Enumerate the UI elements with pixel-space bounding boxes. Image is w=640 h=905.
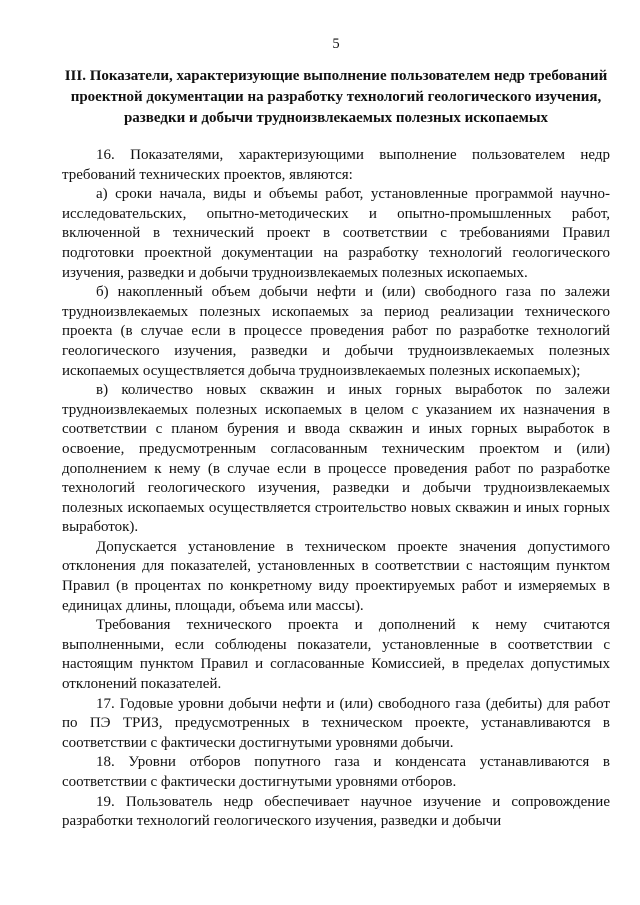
paragraph-requirements: Требования технического проекта и дополнений к нему считаются выполненными, если соблюдены показатели, установленные в соответствии с настоящим пунктом Правил и согласованные Комиссией, в пределах допустимых отклонений показателей.: [62, 617, 610, 693]
body-text: [62, 146, 610, 832]
document-page: [62, 0, 610, 905]
paragraph-16-a: а) сроки начала, виды и объемы работ, установленные программой научно-исследовательских, опытно-методических и опытно-промышленных работ, включенной в технический проект в соответствии с требованиями Правил подготовки проектной документации на разработку технологий геологического изучения, разведки и добычи трудноизвлекаемых полезных ископаемых.: [62, 186, 610, 281]
paragraph-19: 19. Пользователь недр обеспечивает научное изучение и сопровождение разработки технологий геологического изучения, разведки и добычи: [62, 793, 610, 830]
paragraph-deviation: Допускается установление в техническом проекте значения допустимого отклонения для показателей, установленных в соответствии с настоящим пунктом Правил (в процентах по конкретному виду проектируемых работ и измеряемых в единицах длины, площади, объема или массы).: [62, 538, 610, 614]
paragraph-18: 18. Уровни отборов попутного газа и конденсата устанавливаются в соответствии с фактически достигнутыми уровнями отборов.: [62, 754, 610, 790]
paragraph-17: 17. Годовые уровни добычи нефти и (или) свободного газа (дебиты) для работ по ПЭ ТРИЗ, предусмотренных в техническом проекте, устанавливаются в соответствии с фактически достигнутыми уровнями добычи.: [62, 695, 610, 751]
paragraph-16-intro: 16. Показателями, характеризующими выполнение пользователем недр требований технических проектов, являются:: [62, 147, 610, 183]
section-title: III. Показатели, характеризующие выполнение пользователем недр требований проектной документации на разработку технологий геологического изучения, разведки и добычи трудноизвлекаемых полезных ископаемых: [64, 68, 608, 126]
paragraph-16-b: б) накопленный объем добычи нефти и (или) свободного газа по залежи трудноизвлекаемых полезных ископаемых за период реализации технического проекта (в случае если в процессе проведения работ по разработке технологий геологического изучения, разведки и добычи трудноизвлекаемых полезных ископаемых осуществляется добыча трудноизвлекаемых полезных ископаемых);: [62, 284, 610, 379]
page-number: 5: [332, 36, 340, 52]
paragraph-16-v: в) количество новых скважин и иных горных выработок по залежи трудноизвлекаемых полезных ископаемых в целом с указанием их назначения в соответствии с планом бурения и ввода скважин и иных горных выработок в освоение, предусмотренным согласованным техническим проектом и (или) дополнением к нему (в случае если в процессе проведения работ по разработке технологий геологического изучения, разведки и добычи трудноизвлекаемых полезных ископаемых осуществляется строительство новых скважин и иных горных выработок).: [62, 382, 610, 536]
